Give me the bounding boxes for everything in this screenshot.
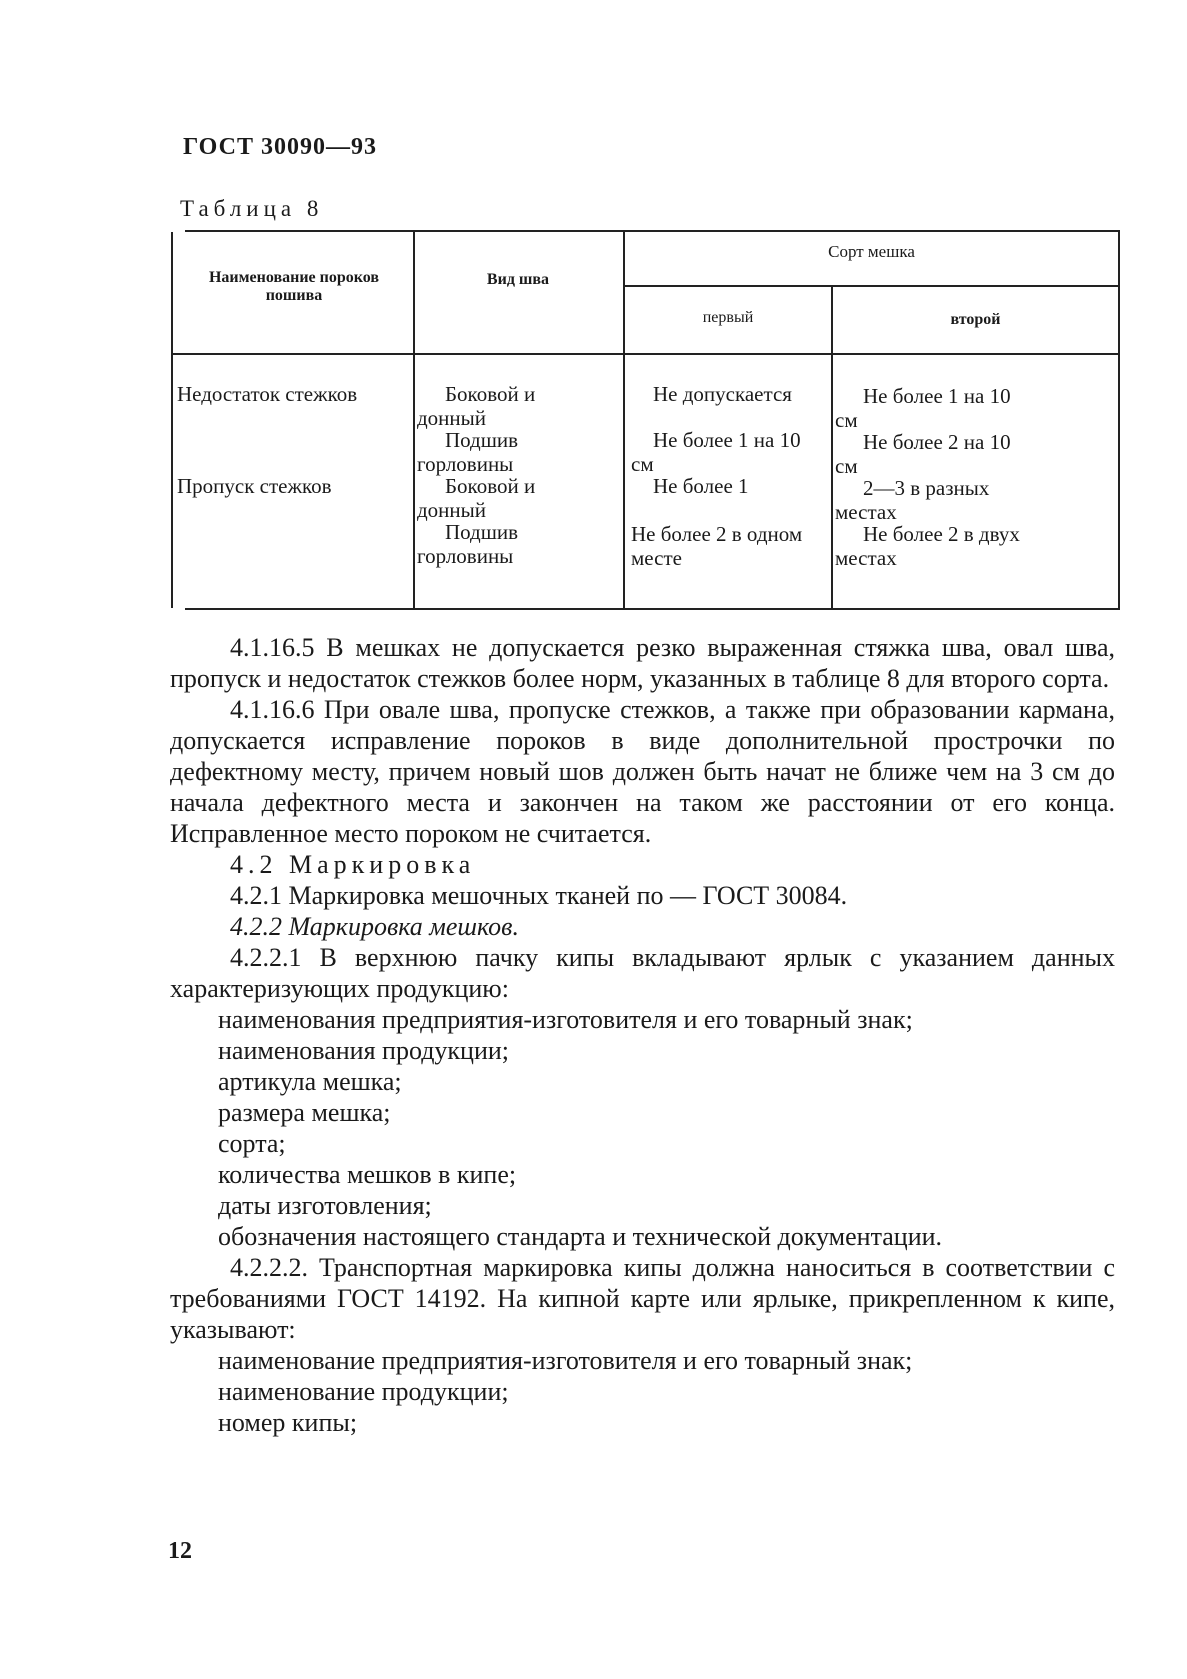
table-rule <box>623 285 1118 287</box>
header-defect-name: Наименование пороков пошива <box>208 269 380 304</box>
table-cell-first: Не допускается <box>653 382 792 406</box>
list-item: обозначения настоящего стандарта и технической документации. <box>218 1222 943 1251</box>
list-item: даты изготовления; <box>218 1191 432 1220</box>
table-cell-second: 2—3 в разных местах <box>835 476 990 524</box>
list-item: артикула мешка; <box>218 1067 402 1096</box>
table-cell-first: Не более 1 на 10 см <box>631 428 801 476</box>
paragraph-4-2-2: 4.2.2 Маркировка мешков. <box>230 912 519 941</box>
table-rule <box>1118 232 1120 608</box>
document-header: ГОСТ 30090—93 <box>183 134 377 160</box>
table-cell-seam: Подшив горловины <box>417 428 519 476</box>
table-cell-seam: Боковой и донный <box>417 382 536 430</box>
paragraph-4-1-16-6: 4.1.16.6 При овале шва, пропуске стежков, а также при образовании кармана, допускается исправление пороков в виде дополнительной прострочки по дефектному месту, причем новый шов должен быть начат не ближе чем на 3 см до начала дефектного места и закончен на таком же расстоянии от его конца. Исправленное место пороком не считается. <box>170 695 1115 848</box>
list-item: наименования предприятия-изготовителя и его товарный знак; <box>218 1005 913 1034</box>
body-text <box>170 632 1115 1438</box>
list-item: наименования продукции; <box>218 1036 510 1065</box>
list-item: количества мешков в кипе; <box>218 1160 517 1189</box>
table-cell-defect: Пропуск стежков <box>177 474 332 498</box>
table-cell-seam: Боковой и донный <box>417 474 536 522</box>
header-grade-second: второй <box>950 311 1001 328</box>
table-cell-first: Не более 2 в одном месте <box>631 522 803 570</box>
table-rule <box>623 232 625 608</box>
defects-table <box>177 230 1120 610</box>
table-rule <box>831 287 833 608</box>
table-cell-seam: Подшив горловины <box>417 520 519 568</box>
section-4-2-heading: 4.2 Маркировка <box>230 850 476 879</box>
header-grade-first: первый <box>702 309 754 326</box>
paragraph-4-2-2-1: 4.2.2.1 В верхнюю пачку кипы вкладывают ярлык с указанием данных характеризующих продукцию: <box>170 943 1115 1003</box>
list-item: наименование предприятия-изготовителя и его товарный знак; <box>218 1346 913 1375</box>
header-seam-type: Вид шва <box>486 271 550 288</box>
table-caption: Таблица 8 <box>180 196 324 221</box>
paragraph-4-1-16-5: 4.1.16.5 В мешках не допускается резко выраженная стяжка шва, овал шва, пропуск и недостаток стежков более норм, указанных в таблице 8 для второго сорта. <box>170 633 1115 693</box>
table-cell-second: Не более 2 на 10 см <box>835 430 1011 478</box>
page-number: 12 <box>168 1538 192 1564</box>
table-cell-second: Не более 2 в двух местах <box>835 522 1020 570</box>
list-item: сорта; <box>218 1129 286 1158</box>
paragraph-4-2-2-2: 4.2.2.2. Транспортная маркировка кипы должна наноситься в соответствии с требованиями ГОСТ 14192. На кипной карте или ярлыке, прикрепленном к кипе, указывают: <box>170 1253 1115 1344</box>
table-cell-defect: Недостаток стежков <box>177 382 358 406</box>
list-item: номер кипы; <box>218 1408 358 1437</box>
table-cell-second: Не более 1 на 10 см <box>835 384 1011 432</box>
table-rule <box>171 232 173 608</box>
header-grade-group: Сорт мешка <box>828 242 915 261</box>
list-item: наименование продукции; <box>218 1377 509 1406</box>
paragraph-4-2-1: 4.2.1 Маркировка мешочных тканей по — ГОСТ 30084. <box>230 881 848 910</box>
list-item: размера мешка; <box>218 1098 391 1127</box>
table-rule <box>171 353 1118 355</box>
table-cell-first: Не более 1 <box>653 474 749 498</box>
